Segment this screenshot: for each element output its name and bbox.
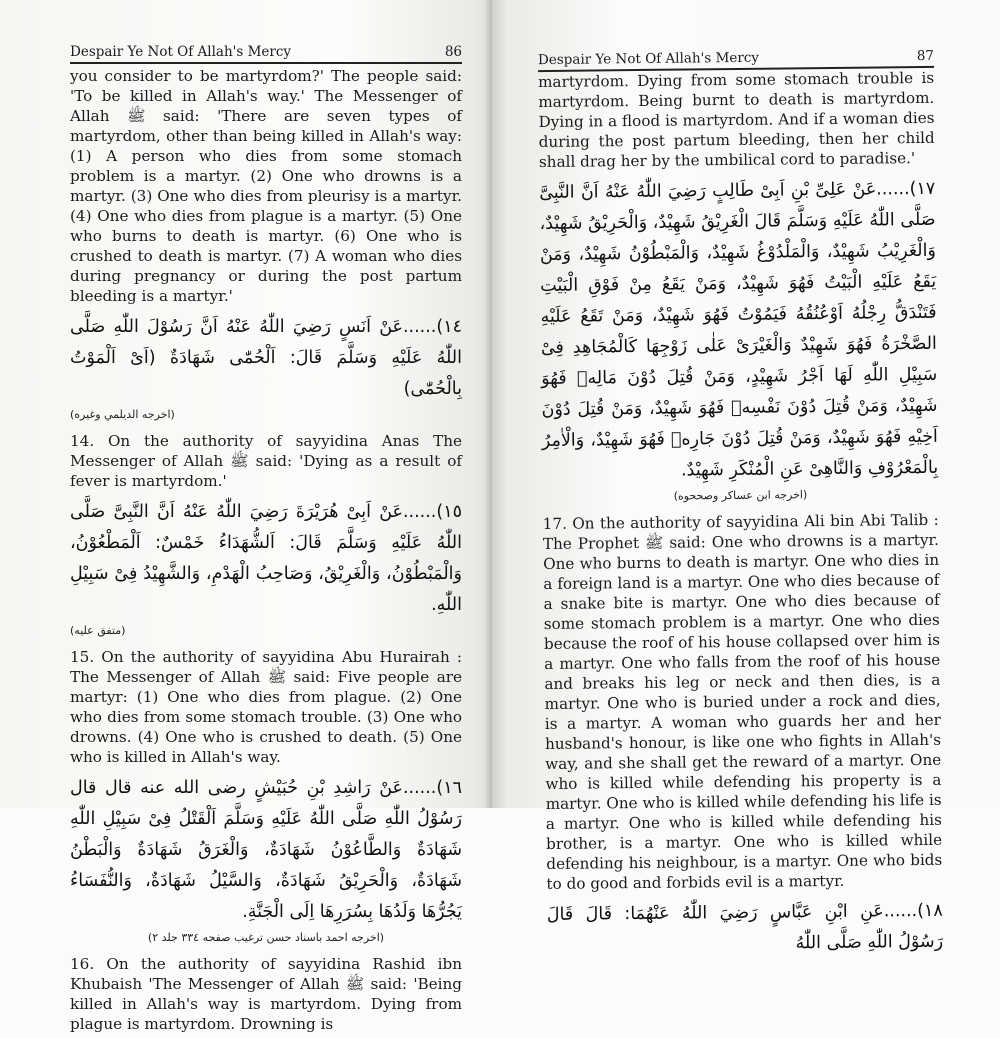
page-number: 87 bbox=[916, 47, 935, 65]
hadith-source-14: (اخرجه الديلمي وغيره) bbox=[70, 408, 175, 421]
left-page bbox=[0, 0, 492, 1033]
right-page bbox=[492, 0, 1000, 954]
translation-14: 14. On the authority of sayyidina Anas The Messenger of Allah ﷺ said: 'Dying as a result of fever is martyrdom.' bbox=[70, 432, 462, 490]
paragraph-continued: martyrdom. Dying from some stomach trouble is martyrdom. Being burnt to death is martyrdom. Dying in a flood is martyrdom. And if a woman dies during the post partum bleeding, then her child shall drag her by the umbilical cord to paradise.' bbox=[538, 68, 935, 171]
running-title: Despair Ye Not Of Allah's Mercy bbox=[70, 44, 292, 60]
translation-15: 15. On the authority of sayyidina Abu Hurairah : The Messenger of Allah ﷺ said: Five people are martyr: (1) One who dies from plague. (2) One who dies from some stomach trouble. (3) One who drowns. (4) One who is crushed to death. (5) One who is killed in Allah's way. bbox=[70, 648, 462, 766]
translation-17: 17. On the authority of sayyidina Ali bin Abi Talib : The Prophet ﷺ said: One who drowns is a martyr. One who burns to death is martyr. One who dies in a foreign land is a martyr. One who dies because of a snake bite is martyr. One who dies because of some stomach problem is a martyr. One who dies because the roof of his house collapsed over him is a martyr. One who falls from the roof of his house and breaks his leg or neck and then dies, is a martyr. One who is buried under a rock and dies, is a martyr. A woman who guards her and her husband's honour, is like one who fights in Allah's way, and she shall get the reward of a martyr. One who is killed while defending his property is a martyr. One who is killed while defending his life is a martyr. One who is killed while defending his brother, is a martyr. One who is killed while defending his neighbour, is a martyr. One who bids to do good and forbids evil is a martyr. bbox=[542, 510, 943, 893]
right-text-column bbox=[538, 68, 943, 962]
page-number: 86 bbox=[444, 44, 462, 60]
hadith-source-16: (اخرجه احمد باسناد حسن ترغيب صفحه ٣٣٤ جلد ٢) bbox=[147, 931, 385, 944]
paragraph-continued: you consider to be martyrdom?' The people said: 'To be killed in Allah's way.' The Messenger of Allah ﷺ said: 'There are seven types of martyrdom, other than being killed in Allah's way: (1) A person who dies from some stomach problem is a martyr. (2) One who drowns is a martyr. (3) One who dies from pleurisy is a martyr. (4) One who dies from plague is a martyr. (5) One who burns to death is martyr. (6) One who is crushed to death is martyr. (7) A woman who dies during pregnancy or during the post partum bleeding is a martyr.' bbox=[70, 67, 462, 305]
page-header-left bbox=[70, 44, 462, 64]
hadith-source-15: (متفق عليه) bbox=[70, 624, 126, 637]
arabic-hadith-18: ١٨)......عَنِ ابْنِ عَبَّاسٍ رَضِيَ اللّٰهُ عَنْهُمَا: قَالَ قَالَ رَسُوْلُ اللّٰهِ صَلَّى اللّٰهُ bbox=[546, 900, 944, 954]
translation-16: 16. On the authority of sayyidina Rashid ibn Khubaish 'The Messenger of Allah ﷺ said: 'Being killed in Allah's way is martyrdom. Dying from plague is martyrdom. Drowning is bbox=[70, 955, 463, 1033]
arabic-hadith-16: ١٦)......عَنْ رَاشِدِ بْنِ حُبَيْشٍ رضى الله عنه قال قال رَسُوْلُ اللّٰهِ صَلَّى اللّٰهُ عَلَيْهِ وَسَلَّمَ اَلْقَتْلُ فِىْ سَبِيْلِ اللّٰهِ شَهَادَةٌ وَالطَّاعُوْنُ شَهَادَةٌ، وَالْغَرَقُ شَهَادَةٌ وَالْبَطْنُ شَهَادَةٌ، وَالْحَرِيْقُ شَهَادَةٌ، وَالسَّيْلُ شَهَادَةٌ، وَالنُّفَسَاءُ يَجُرُّهَا وَلَدُهَا بِسُرَرِهَا اِلَى الْجَنَّةِ. bbox=[70, 778, 462, 922]
arabic-hadith-17: ١٧)......عَنْ عَلِىِّ بْنِ اَبِىْ طَالِبٍ رَضِيَ اللّٰهُ عَنْهُ اَنَّ النَّبِىَّ صَلَّى اللّٰهُ عَلَيْهِ وَسَلَّمَ قَالَ الْغَرِيْقُ شَهِيْدٌ، وَالْحَرِيْقُ شَهِيْدٌ، وَالْغَرِيْبُ شَهِيْدٌ، وَالْمَلْدُوْغُ شَهِيْدٌ، وَالْمَبْطُوْنُ شَهِيْدٌ، وَمَنْ يَقَعُ عَلَيْهِ الْبَيْتُ فَهُوَ شَهِيْدٌ، وَمَنْ يَقَعُ مِنْ فَوْقِ الْبَيْتِ فَتَنْدَقُّ رِجْلُهُ اَوْعُنُقُهُ فَيَمُوْتُ فَهُوَ شَهِيْدٌ، وَمَنْ تَقَعُ عَلَيْهِ الصَّخْرَةُ فَهُوَ شَهِيْدٌ وَالْغَيْرَىْ عَلٰى زَوْجِهَا كَالْمُجَاهِدِ فِىْ سَبِيْلِ اللّٰهِ لَهَا اَجْرُ شَهِيْدٍ، وَمَنْ قُتِلَ دُوْنَ مَالِهٖ فَهُوَ شَهِيْدٌ، وَمَنْ قُتِلَ دُوْنَ نَفْسِهٖ فَهُوَ شَهِيْدٌ، وَمَنْ قُتِلَ دُوْنَ اَخِيْهِ فَهُوَ شَهِيْدٌ، وَمَنْ قُتِلَ دُوْنَ جَارِهٖ فَهُوَ شَهِيْدٌ، وَالْاٰمِرُ بِالْمَعْرُوْفِ وَالنَّاهِىْ عَنِ الْمُنْكَرِ شَهِيْدٌ. bbox=[539, 178, 939, 481]
left-text-column bbox=[70, 66, 462, 1038]
arabic-hadith-15: ١٥)......عَنْ اَبِىْ هُرَيْرَةَ رَضِيَ اللّٰهُ عَنْهُ اَنَّ النَّبِىَّ صَلَّى اللّٰهُ عَلَيْهِ وَسَلَّمَ قَالَ: اَلشُّهَدَاءُ خَمْسٌ: اَلْمَطْعُوْنُ، وَالْمَبْطُوْنُ، وَالْغَرِيْقُ، وَصَاحِبُ الْهَدْمِ، وَالشَّهِيْدُ فِىْ سَبِيْلِ اللّٰهِ. bbox=[70, 502, 462, 615]
hadith-source-17: (اخرجه ابن عساكر وصححوه) bbox=[673, 488, 808, 503]
running-title: Despair Ye Not Of Allah's Mercy bbox=[537, 49, 760, 69]
arabic-hadith-14: ١٤)......عَنْ اَنَسٍ رَضِيَ اللّٰهُ عَنْهُ اَنَّ رَسُوْلَ اللّٰهِ صَلَّى اللّٰهُ عَلَيْهِ وَسَلَّمَ قَالَ: اَلْحُمّٰى شَهَادَةٌ (اَىْ اَلْمَوْتُ بِالْحُمّٰى) bbox=[70, 317, 462, 399]
